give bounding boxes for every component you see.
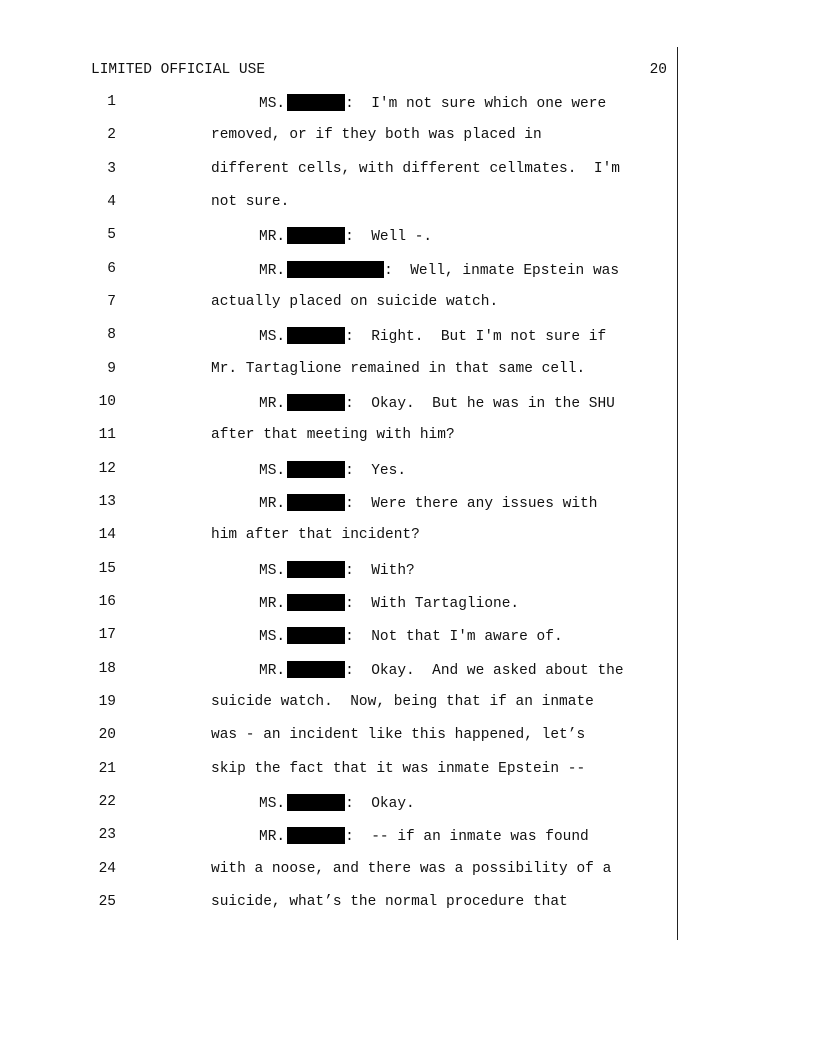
transcript-line: [0, 327, 680, 347]
speaker-line: [259, 494, 597, 512]
line-number: 24: [98, 861, 116, 877]
speaker-text: : Well -.: [345, 229, 433, 245]
line-number: 10: [98, 394, 116, 410]
transcript-line: [0, 727, 680, 747]
speaker-title: MR.: [259, 596, 286, 612]
continuation-line: actually placed on suicide watch.: [211, 294, 499, 310]
speaker-title: MR.: [259, 663, 286, 679]
line-number: 14: [98, 527, 116, 543]
line-number: 18: [98, 661, 116, 677]
line-number: 22: [98, 794, 116, 810]
transcript-line: [0, 161, 680, 181]
line-number: 12: [98, 461, 116, 477]
transcript-line: [0, 127, 680, 147]
speaker-title: MS.: [259, 796, 286, 812]
line-number: 23: [98, 827, 116, 843]
line-number: 9: [107, 361, 116, 377]
speaker-text: : Yes.: [345, 463, 407, 479]
line-number: 2: [107, 127, 116, 143]
continuation-line: suicide watch. Now, being that if an inmate: [211, 694, 594, 710]
transcript-line: [0, 827, 680, 847]
transcript-line: [0, 861, 680, 881]
transcript-line: [0, 694, 680, 714]
line-number: 8: [107, 327, 116, 343]
speaker-line: [259, 627, 563, 645]
speaker-title: MR.: [259, 396, 286, 412]
redaction-box: [287, 94, 345, 111]
redaction-box: [287, 827, 345, 844]
line-number: 20: [98, 727, 116, 743]
line-number: 25: [98, 894, 116, 910]
line-number: 4: [107, 194, 116, 210]
transcript-line: [0, 227, 680, 247]
speaker-title: MS.: [259, 563, 286, 579]
continuation-line: with a noose, and there was a possibility of a: [211, 861, 612, 877]
transcript-line: [0, 294, 680, 314]
line-number: 11: [98, 427, 116, 443]
line-number: 15: [98, 561, 116, 577]
speaker-line: [259, 594, 519, 612]
continuation-line: different cells, with different cellmates. I'm: [211, 161, 620, 177]
transcript-line: [0, 894, 680, 914]
line-number: 5: [107, 227, 116, 243]
speaker-title: MS.: [259, 96, 286, 112]
redaction-box: [287, 394, 345, 411]
speaker-title: MS.: [259, 463, 286, 479]
line-number: 3: [107, 161, 116, 177]
speaker-line: [259, 561, 415, 579]
line-number: 13: [98, 494, 116, 510]
line-number: 16: [98, 594, 116, 610]
speaker-text: : Not that I'm aware of.: [345, 629, 563, 645]
redaction-box: [287, 261, 384, 278]
speaker-title: MS.: [259, 329, 286, 345]
continuation-line: suicide, what’s the normal procedure that: [211, 894, 568, 910]
line-number: 17: [98, 627, 116, 643]
transcript-line: [0, 794, 680, 814]
redaction-box: [287, 494, 345, 511]
speaker-title: MR.: [259, 263, 286, 279]
continuation-line: not sure.: [211, 194, 290, 210]
continuation-line: skip the fact that it was inmate Epstein --: [211, 761, 586, 777]
speaker-title: MR.: [259, 829, 286, 845]
transcript-line: [0, 527, 680, 547]
line-number: 19: [98, 694, 116, 710]
speaker-line: [259, 327, 606, 345]
transcript-line: [0, 194, 680, 214]
speaker-text: : Okay. But he was in the SHU: [345, 396, 615, 412]
speaker-line: [259, 394, 615, 412]
speaker-text: : -- if an inmate was found: [345, 829, 589, 845]
line-number: 21: [98, 761, 116, 777]
speaker-title: MS.: [259, 629, 286, 645]
speaker-text: : Okay.: [345, 796, 415, 812]
speaker-line: [259, 94, 606, 112]
transcript-line: [0, 761, 680, 781]
speaker-line: [259, 227, 432, 245]
classification-header: LIMITED OFFICIAL USE: [91, 62, 266, 78]
redaction-box: [287, 627, 345, 644]
speaker-text: : I'm not sure which one were: [345, 96, 607, 112]
speaker-text: : Right. But I'm not sure if: [345, 329, 607, 345]
speaker-text: : With?: [345, 563, 415, 579]
speaker-title: MR.: [259, 229, 286, 245]
page-number: 20: [649, 62, 667, 78]
transcript-line: [0, 261, 680, 281]
speaker-line: [259, 827, 589, 845]
transcript-line: [0, 627, 680, 647]
continuation-line: removed, or if they both was placed in: [211, 127, 542, 143]
redaction-box: [287, 561, 345, 578]
transcript-line: [0, 394, 680, 414]
redaction-box: [287, 227, 345, 244]
transcript-line: [0, 561, 680, 581]
transcript-line: [0, 594, 680, 614]
speaker-text: : With Tartaglione.: [345, 596, 520, 612]
continuation-line: after that meeting with him?: [211, 427, 455, 443]
speaker-text: : Were there any issues with: [345, 496, 598, 512]
speaker-text: : Okay. And we asked about the: [345, 663, 624, 679]
redaction-box: [287, 594, 345, 611]
transcript-line: [0, 494, 680, 514]
transcript-line: [0, 427, 680, 447]
transcript-line: [0, 661, 680, 681]
speaker-text: : Well, inmate Epstein was: [384, 263, 620, 279]
redaction-box: [287, 327, 345, 344]
speaker-line: [259, 461, 406, 479]
redaction-box: [287, 661, 345, 678]
redaction-box: [287, 461, 345, 478]
redaction-box: [287, 794, 345, 811]
continuation-line: Mr. Tartaglione remained in that same cell.: [211, 361, 586, 377]
transcript-line: [0, 461, 680, 481]
line-number: 1: [107, 94, 116, 110]
speaker-title: MR.: [259, 496, 286, 512]
continuation-line: him after that incident?: [211, 527, 420, 543]
transcript-line: [0, 94, 680, 114]
speaker-line: [259, 661, 624, 679]
line-number: 7: [107, 294, 116, 310]
transcript-line: [0, 361, 680, 381]
continuation-line: was - an incident like this happened, let’s: [211, 727, 586, 743]
line-number: 6: [107, 261, 116, 277]
speaker-line: [259, 261, 619, 279]
speaker-line: [259, 794, 415, 812]
